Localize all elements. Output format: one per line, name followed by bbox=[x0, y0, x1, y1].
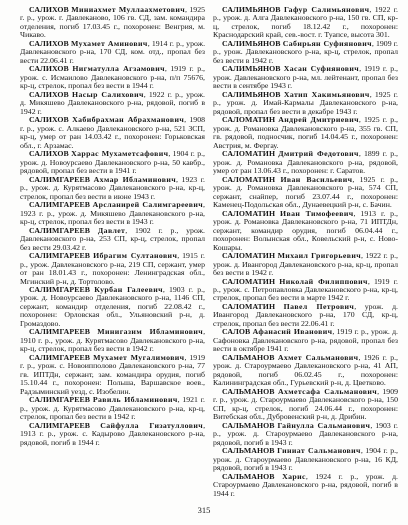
entry-details: , 1921 г. р., урож. д. Курятмасово Давлекановского р-на, кр-ц, стрелок, пропал без вести в 1942 г. bbox=[20, 395, 205, 422]
entry-given-names: Миниахмет Муллаахметович bbox=[71, 6, 185, 14]
entry-details: , 1925 г. р., урож. д. Романовка Давлекановского р-на, 574 СП, сержант, снайпер, погиб 23.07.44 г., похоронен: Каменец-Подольская обл., Дунаевецкий р-н, с. Бачин. bbox=[213, 174, 398, 210]
entry-surname: САЛОМАТИН bbox=[222, 251, 276, 261]
entry-given-names: Хабибрахман Абрахманович bbox=[72, 115, 185, 125]
memorial-entry bbox=[213, 328, 398, 353]
entry-surname: САЛИМГАРЕЕВ bbox=[29, 225, 91, 235]
memorial-entry bbox=[213, 6, 398, 40]
entry-details: , 1908 г. р., урож. с. Алкаево Давлекановского р-на, 521 ЗСП, кр-ц, умер от ран 14.03.42 г., похоронен: Горьковская обл., г. Арзамас. bbox=[20, 115, 205, 150]
entry-given-names: Гафур Салимьянович bbox=[283, 6, 370, 14]
memorial-entry bbox=[20, 176, 205, 201]
entry-given-names: Мухамет Мугалимович bbox=[93, 352, 185, 362]
entry-surname: САЛИМГАРЕЕВ bbox=[29, 284, 91, 294]
right-column bbox=[213, 6, 398, 500]
memorial-entry bbox=[213, 40, 398, 65]
entry-given-names: Харрас Мухаметсафович bbox=[71, 149, 169, 159]
entry-details: , 1925 г. р., урож. д. Романовка Давлекановского р-на, 355 гв. СП, гв. рядовой, подносчик, погиб 14.04.45 г., похоронен: Австрия, м. Фергау. bbox=[213, 115, 398, 150]
entry-surname: САЛИМЬЯНОВ bbox=[222, 89, 281, 99]
entry-details: , 1913 г. р., урож. д. Романовка Давлекановского р-на, 71 ИПТДн, сержант, командир орудия, погиб 06.04.44 г., похоронен: Волынская обл., Ковельский р-н, с. Ново-Кошары. bbox=[213, 208, 398, 252]
memorial-entry bbox=[213, 473, 398, 498]
memorial-entry bbox=[20, 252, 205, 286]
entry-given-names: Гиниат Сальманович bbox=[277, 446, 361, 456]
entry-given-names: Гайнулла Сальманович bbox=[277, 420, 371, 430]
entry-surname: САЛИХОВ bbox=[29, 6, 69, 14]
memorial-entry bbox=[20, 422, 205, 447]
memorial-entry bbox=[20, 396, 205, 421]
left-column bbox=[20, 6, 205, 500]
entry-surname: САЛЬМАНОВ bbox=[222, 420, 275, 430]
memorial-entry bbox=[213, 303, 398, 328]
entry-surname: САЛИМЬЯНОВ bbox=[222, 64, 281, 74]
entry-details: , 1922 г. р., урож. д. Микяшево Давлекановского р-на, рядовой, погиб в 1942 г. bbox=[20, 89, 205, 116]
entry-surname: САЛИМГАРЕЕВ bbox=[29, 174, 91, 184]
memorial-entry bbox=[213, 91, 398, 116]
entry-surname: САЛИХОВ bbox=[29, 115, 69, 125]
entry-surname: САЛОМАТИН bbox=[222, 149, 276, 159]
memorial-entry bbox=[20, 286, 205, 328]
entry-details: , 1919 г. р., урож. с. Петропавловка Давлекановского р-на, кр-ц, стрелок, пропал без вести в марте 1942 г. bbox=[213, 276, 398, 303]
memorial-entry bbox=[213, 210, 398, 252]
memorial-entry bbox=[213, 252, 398, 277]
entry-given-names: Николай Филиппович bbox=[279, 276, 368, 286]
entry-details: , 1926 г. р., урож. д. Староурмаево Давлекановского р-на, 41 АП, рядовой, погиб 06.02.45 г., похоронен: Калининградская обл., Гурьевский р-н, д. Цветково. bbox=[213, 352, 398, 388]
entry-given-names: Насыр Салихович bbox=[72, 89, 144, 99]
entry-given-names: Ахметсафа Сальманович bbox=[277, 386, 378, 396]
entry-surname: САЛИХОВ bbox=[29, 64, 69, 74]
entry-details: , 1915 г. р., урож. Давлекановского р-на, 219 СП, сержант, умер от ран 18.01.43 г., похоронен: Ленинградская обл., Мгинский р-н, д. Тортолово. bbox=[20, 251, 205, 286]
entry-details: , 1922 г. р., урож. д. Ивангород Давлекановского р-на, кр-ц, пропал без вести в 1942 г. bbox=[213, 251, 398, 278]
entry-details: , 1923 г. р., урож. д. Микяшево Давлекановского р-на, кр-ц, стрелок, пропал без вести в 1943 г. bbox=[20, 200, 205, 227]
entry-details: , 1925 г. р., урож. д. Имай-Кармалы Давлекановского р-на, рядовой, пропал без вести в декабре 1943 г. bbox=[213, 89, 398, 116]
entry-surname: САЛИМГАРЕЕВ bbox=[29, 251, 91, 261]
memorial-entry bbox=[20, 201, 205, 226]
entry-surname: САЛИМЬЯНОВ bbox=[222, 38, 281, 48]
memorial-entry bbox=[20, 91, 205, 116]
entry-surname: САЛОМАТИН bbox=[222, 301, 276, 311]
entry-given-names: Хасан Суфиянович bbox=[283, 64, 360, 74]
entry-surname: САЛОВ bbox=[222, 327, 251, 337]
entry-surname: САЛИХОВ bbox=[29, 149, 69, 159]
memorial-entry bbox=[213, 278, 398, 303]
entry-given-names: Михаил Григорьевич bbox=[277, 251, 362, 261]
memorial-entry bbox=[213, 176, 398, 210]
entry-given-names: Давлет bbox=[97, 225, 126, 235]
entry-surname: САЛИМЬЯНОВ bbox=[222, 6, 281, 14]
entry-details: , 1914 г. р., урож. Давлекановского р-на, 170 СД, ком. отд., пропал без вести 22.06.41 г. bbox=[20, 38, 205, 65]
entry-given-names: Иван Васильевич bbox=[280, 174, 353, 184]
entry-details: , 1903 г. р., урож. д. Староурмаево Давлекановского р-на, рядовой, погиб в 1943 г. bbox=[213, 420, 398, 447]
entry-details: , 1913 г. р., урож. с. Кадырово Давлекановского р-на, рядовой, погиб в 1944 г. bbox=[20, 420, 205, 447]
entry-given-names: Арсланирей Салимгареевич bbox=[92, 200, 204, 210]
entry-given-names: Минигазим Ибламинович bbox=[97, 327, 204, 337]
entry-given-names: Харис bbox=[282, 471, 306, 481]
page-number: 315 bbox=[197, 505, 211, 515]
memorial-entry bbox=[20, 328, 205, 353]
memorial-entry bbox=[213, 447, 398, 472]
entry-given-names: Ибрагим Султанович bbox=[93, 251, 178, 261]
memorial-entry bbox=[213, 65, 398, 90]
entry-surname: САЛОМАТИН bbox=[222, 276, 276, 286]
entry-surname: САЛИХОВ bbox=[29, 89, 69, 99]
memorial-entry bbox=[20, 6, 205, 40]
entry-surname: САЛИХОВ bbox=[29, 38, 69, 48]
entry-surname: САЛОМАТИН bbox=[222, 174, 276, 184]
entry-surname: САЛИМГАРЕЕВ bbox=[29, 327, 91, 337]
entry-given-names: Нигматулла Агзамович bbox=[72, 64, 165, 74]
memorial-entry bbox=[20, 116, 205, 150]
memorial-entry bbox=[20, 40, 205, 65]
memorial-entry bbox=[20, 227, 205, 252]
entry-details: , 1924 г. р., урож. д. Староурмаево Давлекановского р-на, рядовой, погиб в 1944 г. bbox=[213, 471, 398, 498]
memorial-entry bbox=[213, 422, 398, 447]
entry-details: , 1919 г. р., урож. с. Исмаилово Давлекановского р-на, п/п 75676, кр-ц, стрелок, пропал без вести в 1944 г. bbox=[20, 64, 205, 91]
entry-given-names: Ахмар Ибламинович bbox=[93, 174, 177, 184]
entry-details: , 1922 г. р., урож. д. Алга Давлекановского р-на, 150 гв. СП, кр-ц, стрелок, погиб 18.12.42 г., похоронен: Краснодарский край, сев.-вост. г. Туапсе, высота 301. bbox=[213, 6, 398, 40]
entry-details: , 1904 г. р., урож. д. Староурмаево Давлекановского р-на, 16 КД, рядовой, погиб в 1943 г. bbox=[213, 446, 398, 473]
entry-details: , 1909 г. р., урож. Давлекановского р-на, кр-ц, стрелок, пропал без вести в 1942 г. bbox=[213, 38, 398, 65]
entry-details: , 1919 г. р., урож. Давлекановского р-на, мл. лейтенант, пропал без вести в сентябре 1943 г. bbox=[213, 64, 398, 91]
entry-surname: САЛИМГАРЕЕВ bbox=[29, 200, 91, 210]
entry-details: , 1899 г. р., урож. д. Романовка Давлекановского р-на, рядовой, умер от ран 13.06.43 г., похоронен: г. Саратов. bbox=[213, 149, 398, 176]
entry-details: , 1903 г. р., урож. д. Новоурсаево Давлекановского р-на, 1146 СП, сержант, командир отделения, погиб 22.08.42 г., похоронен: Орловская обл., Ульяновский р-н, д. Громаздово. bbox=[20, 284, 205, 328]
entry-surname: САЛИМГАРЕЕВ bbox=[29, 352, 91, 362]
entry-given-names: Иван Тимофеевич bbox=[280, 208, 354, 218]
entry-surname: САЛЬМАНОВ bbox=[222, 471, 275, 481]
entry-given-names: Мухамет Аминович bbox=[71, 38, 148, 48]
memorial-entry bbox=[20, 65, 205, 90]
memorial-entry bbox=[213, 150, 398, 175]
entry-surname: САЛЬМАНОВ bbox=[222, 386, 275, 396]
entry-details: , 1910 г. р., урож. д. Курятмасово Давлекановского р-на, кр-ц, стрелок, пропал без вести в 1942 г. bbox=[20, 327, 205, 354]
entry-given-names: Сабирьян Суфиянович bbox=[282, 38, 372, 48]
entry-details: , 1909 г. р., урож. д. Староурмаево Давлекановского р-на, 150 СП, кр-ц, стрелок, погиб 24.06.44 г., похоронен: Витебская обл., Дубровенский р-н, д. Дрибин. bbox=[213, 386, 398, 422]
memorial-entry bbox=[213, 388, 398, 422]
entry-given-names: Равиль Ибламинович bbox=[92, 395, 178, 405]
memorial-entry bbox=[20, 150, 205, 175]
entry-details: , 1904 г. р., урож. д. Новоурсаево Давлекановского р-на, 50 кавбр., рядовой, пропал без вести в 1941 г. bbox=[20, 149, 205, 176]
entry-given-names: Павел Петрович bbox=[283, 301, 355, 311]
entry-details: , 1919 г. р., урож. д. Сафоновка Давлекановского р-на, рядовой, пропал без вести в октябре 1941 г. bbox=[213, 327, 398, 354]
entry-surname: САЛОМАТИН bbox=[222, 208, 276, 218]
entry-details: , 1923 г. р., урож. д. Курятмасово Давлекановского р-на, кр-ц, стрелок, пропал без вести в июне 1943 г. bbox=[20, 174, 205, 201]
entry-details: , урож. д. Ивангород Давлекановского р-на, 170 СД, кр-ц, стрелок, пропал без вести 22.06.41 г. bbox=[213, 301, 398, 328]
entry-surname: САЛОМАТИН bbox=[222, 115, 276, 125]
entry-surname: САЛИМГАРЕЕВ bbox=[29, 395, 91, 405]
entry-details: , 1925 г. р., урож. г. Давлеканово, 106 гв. СД, зам. командира отделения, погиб 17.03.45 г., похоронен: Венгрия, м. Чикаво. bbox=[20, 6, 205, 40]
entry-given-names: Курбан Галеевич bbox=[94, 284, 163, 294]
entry-given-names: Хатип Хакимьянович bbox=[283, 89, 370, 99]
entry-given-names: Дмитрий Федотович bbox=[278, 149, 359, 159]
memorial-entry bbox=[20, 354, 205, 396]
entry-given-names: Сайфулла Гизатуллович bbox=[100, 420, 204, 430]
entry-details: , 1919 г. р., урож. с. Новоипполово Давлекановского р-на, 77 гв. ИПТДн, сержант, зам. командира орудия, погиб 15.10.44 г., похоронен: Польша, Варшавское воев., Радзыминский уезд, с. Изобелин. bbox=[20, 352, 205, 396]
memorial-entry bbox=[213, 116, 398, 150]
entry-surname: САЛИМГАРЕЕВ bbox=[29, 420, 91, 430]
entry-surname: САЛЬМАНОВ bbox=[222, 446, 275, 456]
memorial-entry bbox=[213, 354, 398, 388]
entry-given-names: Андрей Дмитриевич bbox=[278, 115, 359, 125]
entry-details: , 1902 г. р., урож. Давлекановского р-на, 253 СП, кр-ц, стрелок, пропал без вести 29.03.42 г. bbox=[20, 225, 205, 252]
entry-given-names: Ахмет Сальманович bbox=[277, 352, 359, 362]
entry-given-names: Афанасий Иванович bbox=[252, 327, 333, 337]
entry-surname: САЛЬМАНОВ bbox=[222, 352, 275, 362]
